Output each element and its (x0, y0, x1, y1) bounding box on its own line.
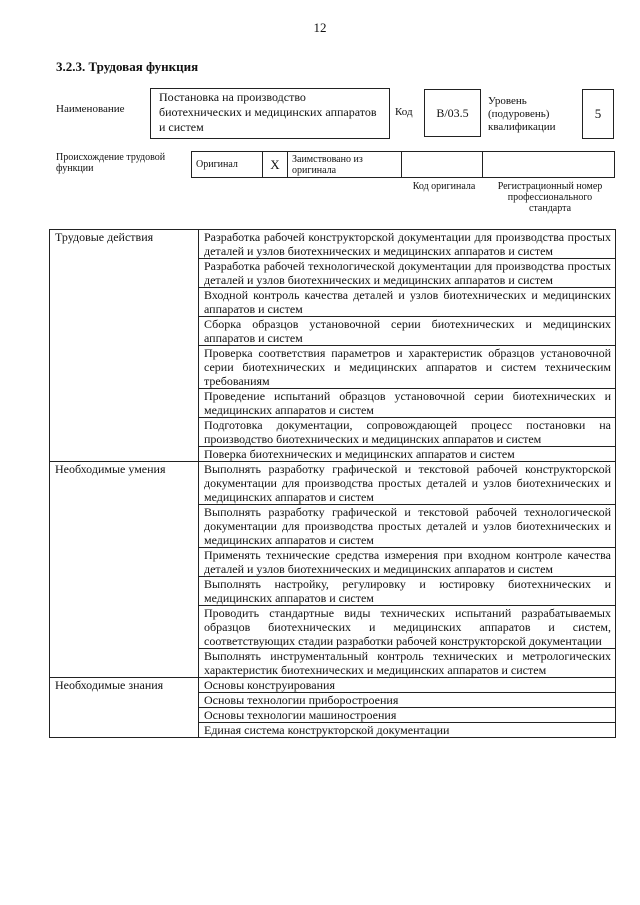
original-mark: X (263, 152, 288, 178)
function-table (49, 229, 616, 738)
list-item: Основы технологии приборостроения (199, 693, 616, 708)
list-item: Разработка рабочей технологической документации для производства простых деталей и узлов биотехнических и медицинских аппаратов и систем (199, 259, 616, 288)
section-title-skills: Необходимые умения (50, 462, 199, 678)
code-original-caption: Код оригинала (412, 181, 476, 192)
list-item: Проводить стандартные виды технических испытаний разрабатываемых образцов биотехнических и медицинских аппаратов и систем, соответствующих стадии разработки рабочей конструкторской документации (199, 606, 616, 649)
name-label: Наименование (56, 103, 125, 115)
table-row (50, 678, 616, 693)
table-row (50, 230, 616, 259)
borrowed-label: Заимствовано из оригинала (288, 152, 402, 178)
original-label: Оригинал (192, 152, 263, 178)
list-item: Выполнять разработку графической и текстовой рабочей технологической документации для производства простых деталей и узлов биотехнических и медицинских аппаратов и систем (199, 505, 616, 548)
origin-label: Происхождение трудовой функции (56, 152, 166, 174)
code-value: B/03.5 (424, 89, 481, 137)
list-item: Поверка биотехнических и медицинских аппаратов и систем (199, 447, 616, 462)
list-item: Входной контроль качества деталей и узлов биотехнических и медицинских аппаратов и систем (199, 288, 616, 317)
section-title: 3.2.3. Трудовая функция (56, 59, 199, 74)
list-item: Сборка образцов установочной серии биотехнических и медицинских аппаратов и систем (199, 317, 616, 346)
list-item: Выполнять настройку, регулировку и юстировку биотехнических и медицинских аппаратов и систем (199, 577, 616, 606)
section-title-actions: Трудовые действия (50, 230, 199, 462)
list-item: Применять технические средства измерения при входном контроле качества деталей и узлов биотехнических и медицинских аппаратов и систем (199, 548, 616, 577)
reg-number-caption: Регистрационный номер профессионального стандарта (497, 181, 603, 214)
list-item: Проверка соответствия параметров и характеристик образцов установочной серии биотехнических и медицинских аппаратов и систем техническим требованиям (199, 346, 616, 389)
list-item: Проведение испытаний образцов установочной серии биотехнических и медицинских аппаратов и систем (199, 389, 616, 418)
page-number: 12 (313, 20, 327, 35)
list-item: Основы технологии машиностроения (199, 708, 616, 723)
level-value: 5 (582, 89, 614, 139)
code-label: Код (395, 106, 413, 118)
reg-number-cell (483, 152, 615, 178)
table-row (50, 462, 616, 505)
origin-table (191, 151, 615, 178)
section-title-knowledge: Необходимые знания (50, 678, 199, 738)
list-item: Подготовка документации, сопровождающей процесс постановки на производство биотехнических и медицинских аппаратов и систем (199, 418, 616, 447)
level-label: Уровень (подуровень) квалификации (488, 95, 556, 133)
code-original-cell (402, 152, 483, 178)
list-item: Разработка рабочей конструкторской документации для производства простых деталей и узлов биотехнических и медицинских аппаратов и систем (199, 230, 616, 259)
list-item: Основы конструирования (199, 678, 616, 693)
list-item: Единая система конструкторской документации (199, 723, 616, 738)
list-item: Выполнять разработку графической и текстовой рабочей конструкторской документации для производства простых деталей и узлов биотехнических и медицинских аппаратов и систем (199, 462, 616, 505)
name-value: Постановка на производство биотехнических и медицинских аппаратов и систем (150, 88, 390, 139)
list-item: Выполнять инструментальный контроль технических и метрологических характеристик биотехнических и медицинских аппаратов и систем (199, 649, 616, 678)
